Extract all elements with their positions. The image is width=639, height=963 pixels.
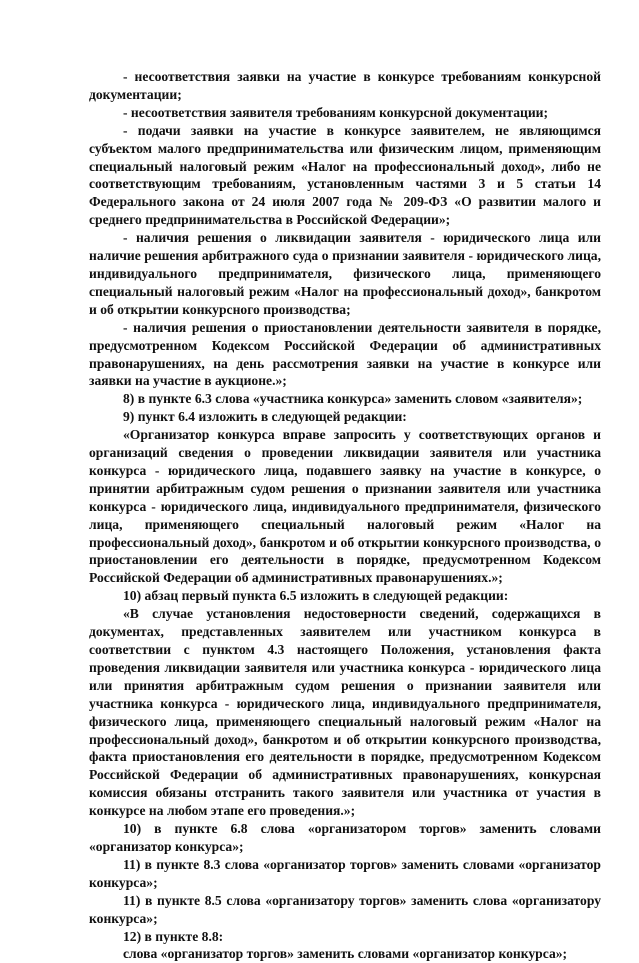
paragraph: «Организатор конкурса вправе запросить у соответствующих органов и организаций сведения о проведении ликвидации заявителя или участника конкурса - юридического лица, подавшего заявку на участие в конкурсе, о принятии арбитражным судом решения о признании заявителя или участника конкурса - юридического лица, индивидуального предпринимателя, физического лица, применяющего специальный налоговый режим «Налог на профессиональный доход», банкротом и об открытии конкурсного производства, о приостановлении его деятельности в порядке, предусмотренном Кодексом Российской Федерации об административных правонарушениях.»; [89, 427, 601, 586]
document-body [89, 68, 601, 963]
paragraph: 10) в пункте 6.8 слова «организатором торгов» заменить словами «организатор конкурса»; [89, 821, 601, 854]
paragraph: 12) в пункте 8.8: [123, 928, 224, 944]
paragraph: - наличия решения о ликвидации заявителя - юридического лица или наличие решения арбитражного суда о признании заявителя - юридического лица, индивидуального предпринимателя, физического лица, применяющего специальный налоговый режим «Налог на профессиональный доход», банкротом и об открытии конкурсного производства; [89, 230, 601, 317]
paragraph: 8) в пункте 6.3 слова «участника конкурса» заменить словом «заявителя»; [123, 391, 583, 407]
paragraph: - несоответствия заявителя требованиям конкурсной документации; [123, 104, 549, 120]
paragraph: 11) в пункте 8.3 слова «организатор торгов» заменить словами «организатор конкурса»; [89, 856, 601, 890]
paragraph: 11) в пункте 8.5 слова «организатору торгов» заменить слова «организатору конкурса»; [89, 892, 601, 926]
paragraph: 9) пункт 6.4 изложить в следующей редакции: [123, 409, 407, 425]
paragraph: - несоответствия заявки на участие в конкурсе требованиям конкурсной документации; [89, 69, 601, 102]
paragraph: - подачи заявки на участие в конкурсе заявителем, не являющимся субъектом малого предпринимательства или физическим лицом, применяющим специальный налоговый режим «Налог на профессиональный доход», либо не соответствующим требованиям, установленным частями 3 и 5 статьи 14 Федерального закона от 24 июля 2007 года № 209-ФЗ «О развитии малого и среднего предпринимательства в Российской Федерации»; [89, 122, 601, 228]
paragraph: 10) абзац первый пункта 6.5 изложить в следующей редакции: [123, 588, 509, 604]
paragraph: слова «организатор торгов» заменить словами «организатор конкурса»; [123, 946, 568, 962]
paragraph: «В случае установления недостоверности сведений, содержащихся в документах, представленных заявителем или участником конкурса в соответствии с пунктом 4.3 настоящего Положения, установления факта проведения ликвидации заявителя или участника конкурса - юридического лица или принятия арбитражным судом решения о признании заявителя или участника конкурса - юридического лица, индивидуального предпринимателя, физического лица, применяющего специальный налоговый режим «Налог на профессиональный доход», банкротом и об открытии конкурсного производства, факта приостановления его деятельности в порядке, предусмотренном Кодексом Российской Федерации об административных правонарушениях, конкурсная комиссия обязаны отстранить такого заявителя или участника от участия в конкурсе на любом этапе его проведения.»; [89, 606, 601, 819]
paragraph: - наличия решения о приостановлении деятельности заявителя в порядке, предусмотренном Кодексом Российской Федерации об административных правонарушениях, на день рассмотрения заявки на участие в конкурсе или заявки на участие в аукционе.»; [89, 319, 601, 389]
